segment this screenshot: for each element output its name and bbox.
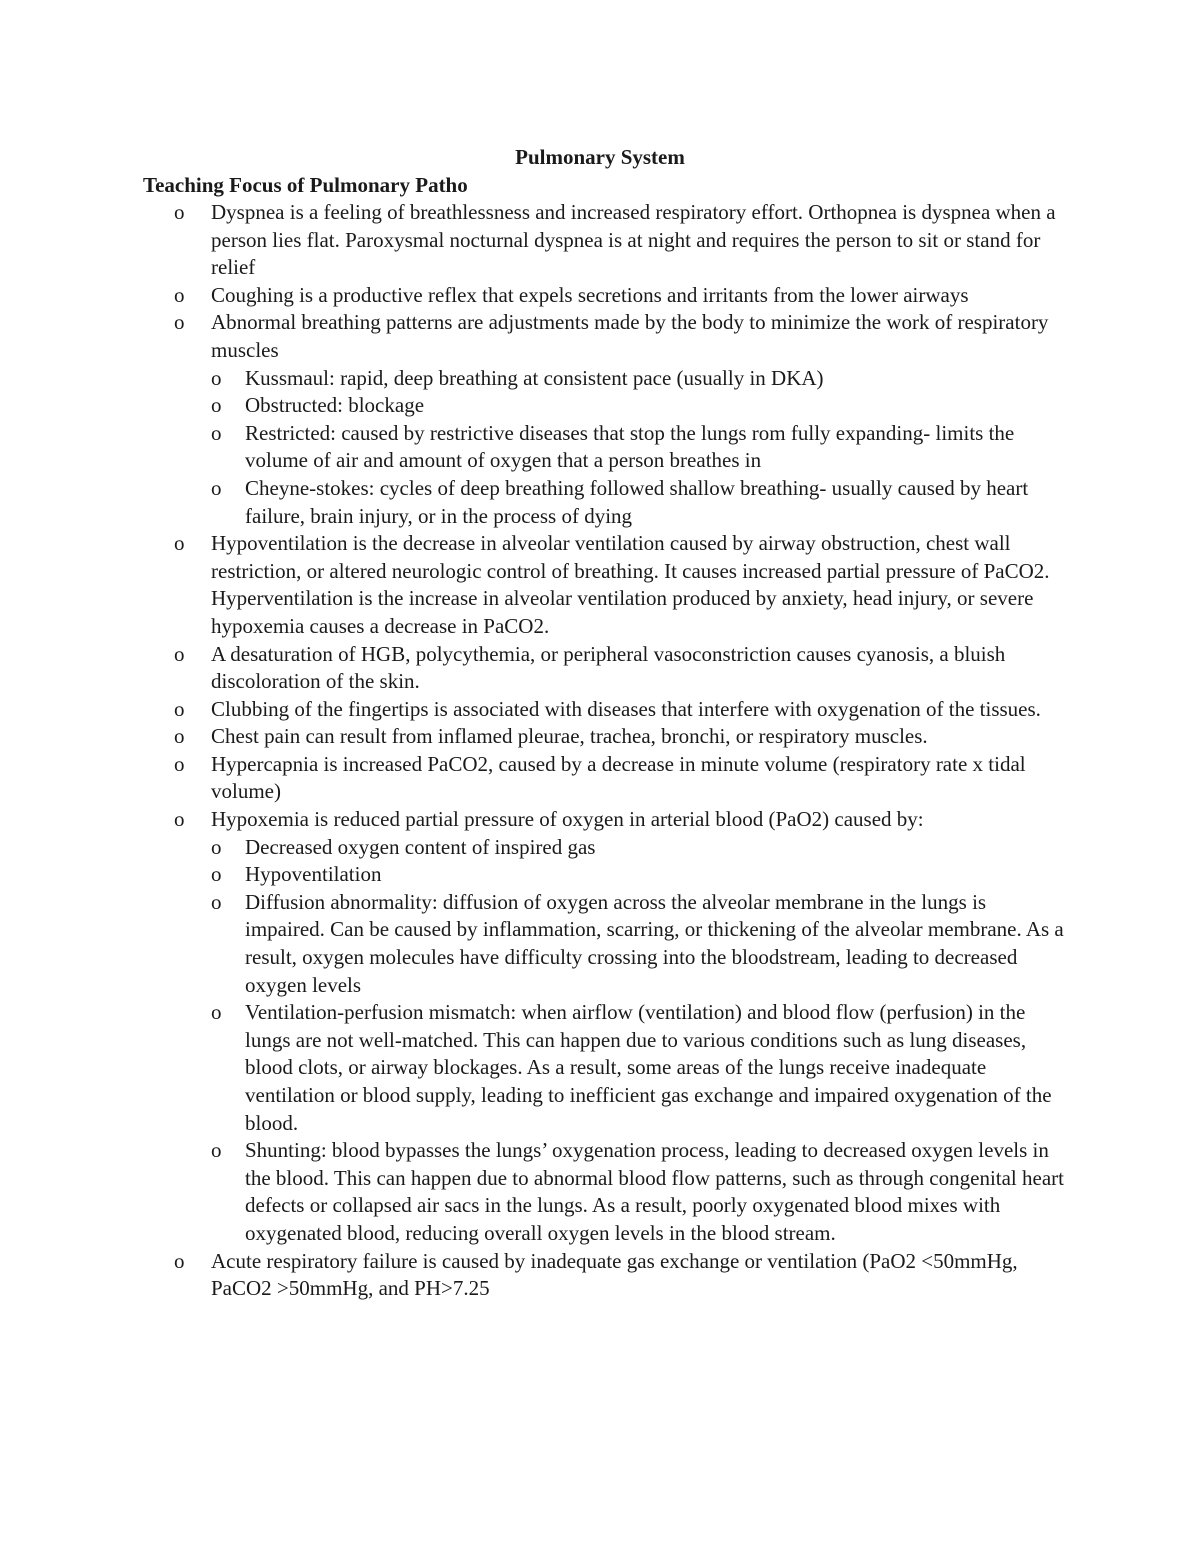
list-item-text: Hypoventilation is the decrease in alveolar ventilation caused by airway obstruction, chest wall restriction, or altered neurologic control of breathing. It causes increased partial pressure of PaCO2. Hyperventilation is the increase in alveolar ventilation produced by anxiety, head injury, or severe hypoxemia causes a decrease in PaCO2. — [211, 531, 1050, 638]
bullet-marker: o — [174, 282, 185, 307]
bullet-marker: o — [211, 365, 222, 390]
sub-list — [211, 365, 1064, 531]
list-item — [174, 309, 1064, 530]
bullet-marker: o — [211, 393, 222, 418]
bullet-marker: o — [211, 420, 222, 445]
sub-list-item — [211, 999, 1064, 1137]
sub-list-item-text: Shunting: blood bypasses the lungs’ oxygenation process, leading to decreased oxygen levels in the blood. This can happen due to abnormal blood flow patterns, such as through congenital heart defects or collapsed air sacs in the lungs. As a result, poorly oxygenated blood mixes with oxygenated blood, reducing overall oxygen levels in the blood stream. — [245, 1138, 1064, 1245]
list-item — [174, 282, 1064, 310]
list-item — [174, 751, 1064, 806]
sub-list-item-text: Cheyne-stokes: cycles of deep breathing followed shallow breathing- usually caused by heart failure, brain injury, or in the process of dying — [245, 475, 1029, 528]
bullet-marker: o — [174, 641, 185, 666]
bullet-marker: o — [174, 310, 185, 335]
list-item-text: Acute respiratory failure is caused by inadequate gas exchange or ventilation (PaO2 <50mmHg, PaCO2 >50mmHg, and PH>7.25 — [211, 1248, 1018, 1301]
sub-list-item — [211, 834, 1064, 862]
list-item-text: A desaturation of HGB, polycythemia, or peripheral vasoconstriction causes cyanosis, a bluish discoloration of the skin. — [211, 641, 1006, 694]
list-item-text: Hypercapnia is increased PaCO2, caused by a decrease in minute volume (respiratory rate x tidal volume) — [211, 751, 1026, 804]
sub-list-item-text: Decreased oxygen content of inspired gas — [245, 834, 596, 859]
bullet-marker: o — [211, 1000, 222, 1025]
sub-list-item — [211, 1137, 1064, 1247]
list-item — [174, 641, 1064, 696]
sub-list-item — [211, 475, 1064, 530]
list-item-text: Coughing is a productive reflex that expels secretions and irritants from the lower airways — [211, 282, 969, 307]
list-item-text: Dyspnea is a feeling of breathlessness and increased respiratory effort. Orthopnea is dyspnea when a person lies flat. Paroxysmal nocturnal dyspnea is at night and requires the person to sit or stand for relief — [211, 200, 1056, 280]
list-item-text: Hypoxemia is reduced partial pressure of oxygen in arterial blood (PaO2) caused by: — [211, 807, 924, 832]
bullet-marker: o — [174, 696, 185, 721]
list-item — [174, 1248, 1064, 1303]
sub-list-item — [211, 392, 1064, 420]
sub-list — [211, 834, 1064, 1248]
bullet-marker: o — [174, 200, 185, 224]
sub-list-item — [211, 889, 1064, 999]
sub-list-item — [211, 861, 1064, 889]
list-item — [174, 199, 1064, 282]
bullet-marker: o — [211, 862, 222, 887]
sub-list-item-text: Diffusion abnormality: diffusion of oxygen across the alveolar membrane in the lungs is impaired. Can be caused by inflammation, scarring, or thickening of the alveolar membrane. As a result, oxygen molecules have difficulty crossing into the bloodstream, leading to decreased oxygen levels — [245, 889, 1064, 997]
list-item-text: Chest pain can result from inflamed pleurae, trachea, bronchi, or respiratory muscles. — [211, 724, 928, 749]
bullet-marker: o — [174, 751, 185, 776]
sub-list-item — [211, 365, 1064, 393]
list-item — [174, 723, 1064, 751]
sub-list-item-text: Obstructed: blockage — [245, 393, 425, 418]
bullet-marker: o — [211, 834, 222, 859]
section-heading: Teaching Focus of Pulmonary Patho — [143, 173, 468, 197]
bullet-marker: o — [174, 807, 185, 832]
bullet-list — [174, 199, 1064, 1303]
sub-list-item — [211, 420, 1064, 475]
bullet-marker: o — [211, 475, 222, 500]
bullet-marker: o — [211, 889, 222, 914]
list-item — [174, 806, 1064, 1248]
sub-list-item-text: Hypoventilation — [245, 862, 382, 887]
bullet-marker: o — [174, 1248, 185, 1273]
list-item-text: Abnormal breathing patterns are adjustments made by the body to minimize the work of respiratory muscles — [211, 310, 1049, 362]
sub-list-item-text: Kussmaul: rapid, deep breathing at consistent pace (usually in DKA) — [245, 365, 824, 390]
bullet-marker: o — [174, 531, 185, 556]
list-item — [174, 696, 1064, 724]
sub-list-item-text: Restricted: caused by restrictive diseases that stop the lungs rom fully expanding- limits the volume of air and amount of oxygen that a person breathes in — [245, 420, 1015, 473]
list-item-text: Clubbing of the fingertips is associated with diseases that interfere with oxygenation of the tissues. — [211, 696, 1041, 721]
sub-list-item-text: Ventilation-perfusion mismatch: when airflow (ventilation) and blood flow (perfusion) in the lungs are not well-matched. This can happen due to various conditions such as lung diseases, blood clots, or airway blockages. As a result, some areas of the lungs receive inadequate ventilation or blood supply, leading to inefficient gas exchange and impaired oxygenation of the blood. — [245, 1000, 1052, 1135]
bullet-marker: o — [174, 724, 185, 749]
page-title: Pulmonary System — [515, 145, 685, 169]
bullet-marker: o — [211, 1138, 222, 1163]
list-item — [174, 530, 1064, 640]
